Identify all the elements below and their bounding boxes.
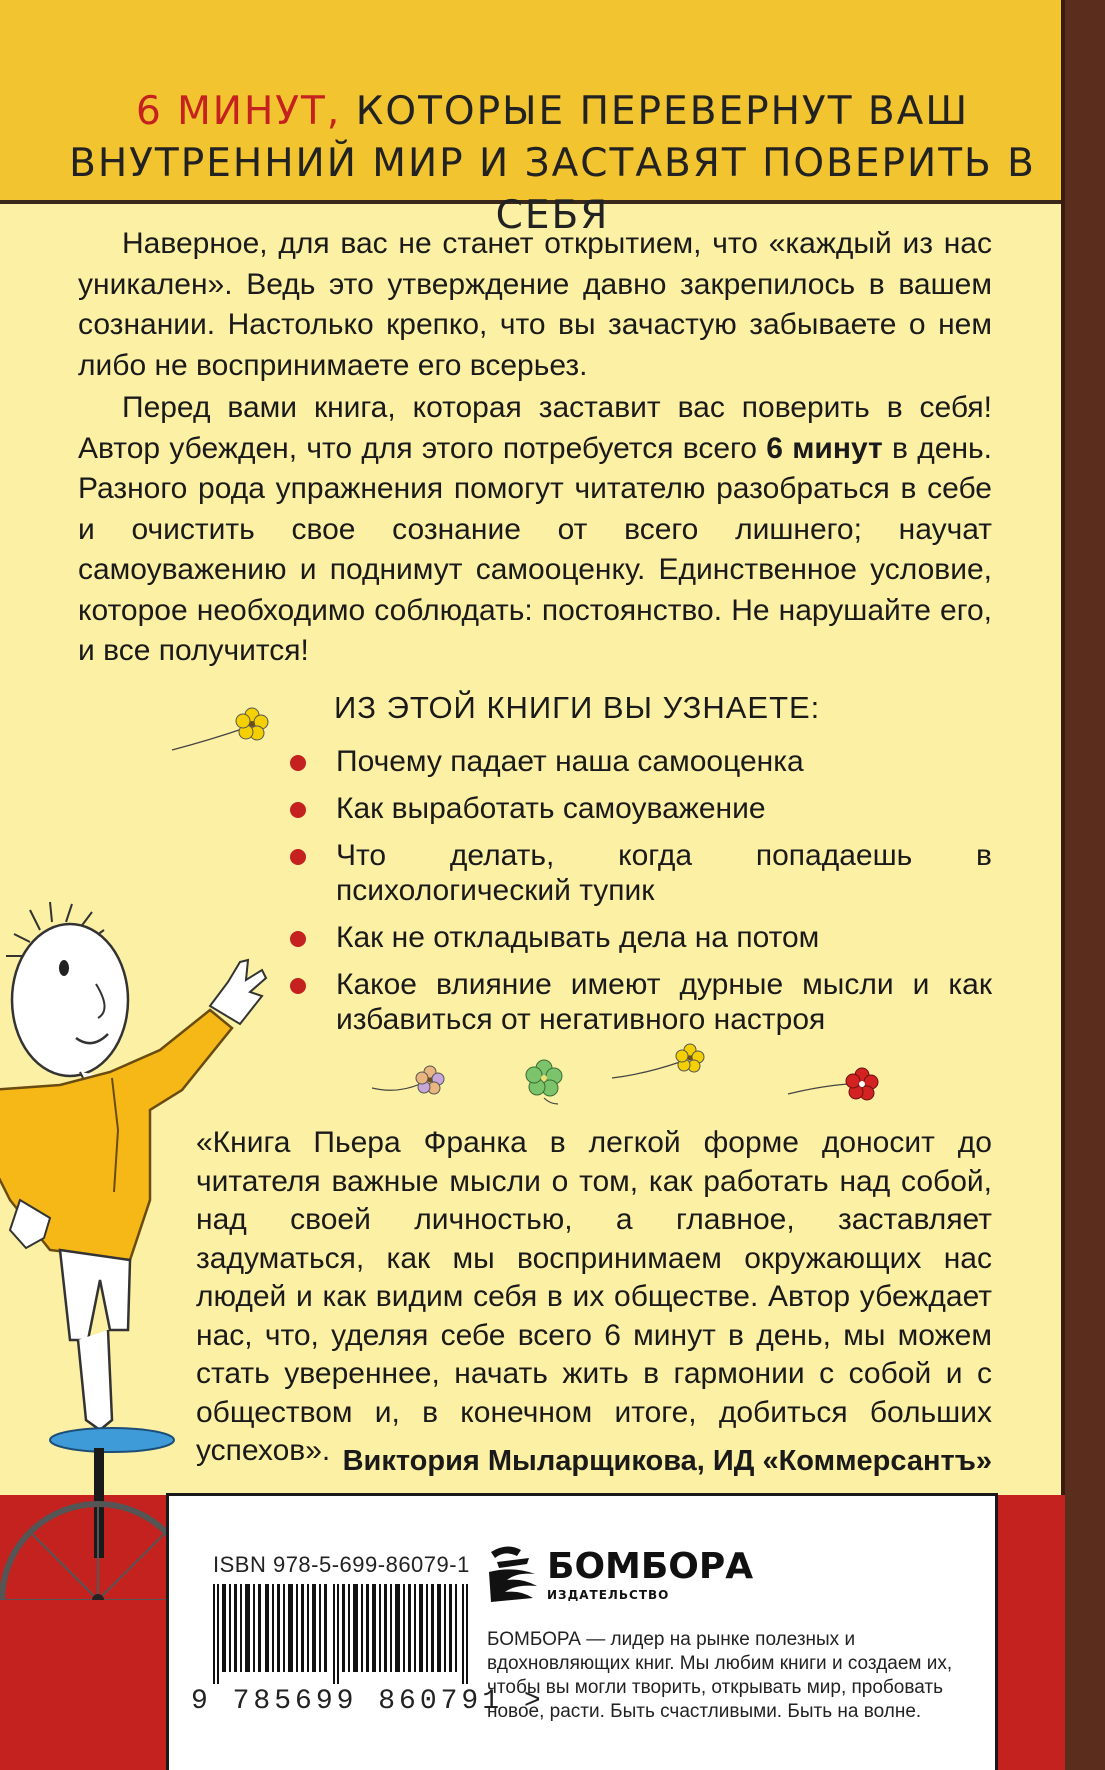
barcode-digits: 9 785699 860791 > [191,1686,545,1717]
intro-p2-after: в день. Разного рода упражнения помогут читателю разобраться в себе и очистить свое сознание от всего лишнего; научат самоуважению и поднимут самооценку. Единственное условие, которое необходимо соблюдать: постоянство. Не нарушайте его, и все получится! [78,431,992,667]
list-item [290,838,992,908]
header-band [0,0,1065,238]
learn-list [290,744,992,1049]
list-item-text: Какое влияние имеют дурные мысли и как избавиться от негативного настроя [336,968,992,1036]
headline-accent: 6 МИНУТ, [135,89,342,134]
barcode-icon [213,1584,468,1684]
list-item-text: Как выработать самоуважение [336,792,766,825]
list-item-text: Что делать, когда попадаешь в психологический тупик [336,839,992,907]
intro-p2-bold: 6 минут [766,431,883,465]
flower-green-icon [520,1052,580,1107]
review-author: Виктория Мыларщикова, ИД «Коммерсантъ» [342,1445,992,1477]
publisher-name: БОМБОРА [547,1546,754,1587]
bullet-icon [290,755,306,771]
headline-text: КОТОРЫЕ ПЕРЕВЕРНУТ ВАШ ВНУТРЕННИЙ МИР И ЗАСТАВЯТ ПОВЕРИТЬ В СЕБЯ [69,89,1036,238]
list-item-text: Почему падает наша самооценка [336,745,804,778]
publisher-description: БОМБОРА — лидер на рынке полезных и вдохновляющих книг. Мы любим книги и создаем их, чтобы вы могли творить, открывать мир, пробовать новое, расти. Быть счастливыми. Быть на волне. [487,1629,953,1722]
publisher-subtitle: ИЗДАТЕЛЬСТВО [547,1588,670,1602]
flower-yellow-1-icon [170,700,280,760]
list-item-text: Как не откладывать дела на потом [336,921,820,954]
bullet-icon [290,802,306,818]
bombora-wave-icon [487,1542,543,1608]
intro-paragraph-1: Наверное, для вас не станет открытием, что «каждый из нас уникален». Ведь это утверждение давно закрепилось в вашем сознании. Настолько крепко, что вы зачастую забываете о нем либо не воспринимаете его всерьез. [78,227,992,382]
intro-p2-before: Перед вами книга, которая заставит вас поверить в себя! Автор убежден, что для этого потребуется всего [78,391,992,465]
list-item [290,791,992,826]
flower-red-icon [786,1062,886,1108]
review-quote: «Книга Пьера Франка в легкой форме доносит до читателя важные мысли о том, как работать над собой, над своей личностью, а главное, заставляет задуматься, как мы воспринимаем окружающих нас людей и как видим себя в их обществе. Автор убеждает нас, что, уделяя себе всего 6 минут в день, мы можем стать увереннее, начать жить в гармонии с собой и с обществом и, в конечном итоге, добиться больших успехов». [196,1126,992,1467]
intro-text [78,224,992,672]
intro-paragraph-2 [78,388,992,672]
flower-pastel-icon [372,1058,452,1108]
list-item [290,744,992,779]
bullet-icon [290,849,306,865]
spine-strip [1065,0,1105,1770]
headline [40,86,1065,242]
list-item [290,920,992,955]
publisher-logo [487,1542,754,1614]
learn-title: ИЗ ЭТОЙ КНИГИ ВЫ УЗНАЕТЕ: [334,690,821,725]
list-item [290,967,992,1037]
info-box [166,1493,998,1770]
isbn-label: ISBN 978-5-699-86079-1 [213,1552,470,1577]
